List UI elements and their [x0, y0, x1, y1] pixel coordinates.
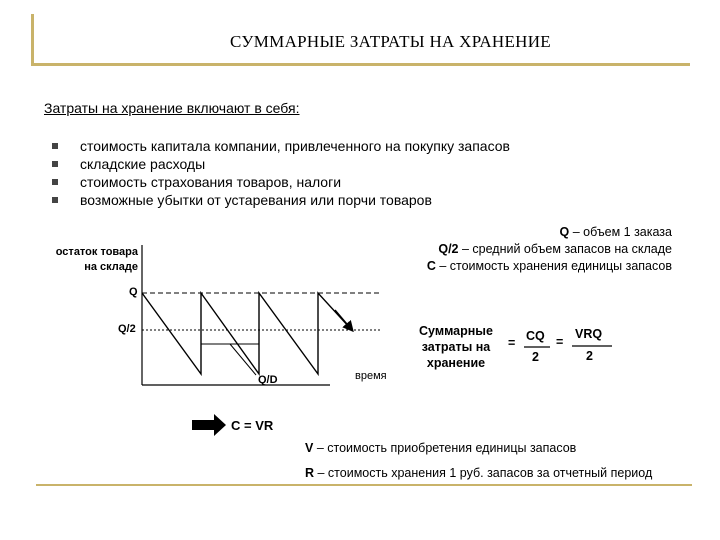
formula-eq-2: = [556, 335, 564, 349]
q-label: Q [129, 286, 138, 298]
formula-eq-1: = [508, 336, 516, 350]
cvr-formula: C = VR [231, 418, 274, 433]
inventory-sawtooth [142, 293, 350, 374]
list-item: стоимость страхования товаров, налоги [52, 174, 510, 192]
definitions [305, 436, 652, 486]
legend-q: Q – объем 1 заказа [559, 225, 672, 239]
legend-c: С – стоимость хранения единицы запасов [426, 259, 672, 273]
list-item: стоимость капитала компании, привлеченного на покупку запасов [52, 138, 510, 156]
qd-pointer [230, 344, 256, 375]
formula-num-2: VRQ [575, 327, 603, 341]
formula-lhs: Суммарные затраты на хранение [419, 324, 493, 370]
list-item: складские расходы [52, 156, 510, 174]
formula-den-2: 2 [586, 349, 593, 363]
def-r: R – стоимость хранения 1 руб. запасов за отчетный период [305, 466, 653, 480]
intro-text: Затраты на хранение включают в себя: [44, 100, 300, 116]
y-axis-label: остаток товара на складе [55, 246, 138, 273]
list-item: возможные убытки от устаревания или порчи товаров [52, 192, 510, 210]
formula-num-1: CQ [526, 329, 545, 343]
formula-den-1: 2 [532, 350, 539, 364]
legend-q2: Q/2 – средний объем запасов на складе [438, 242, 672, 256]
q2-label: Q/2 [118, 323, 136, 335]
qd-label: Q/D [258, 374, 278, 386]
page-title: СУММАРНЫЕ ЗАТРАТЫ НА ХРАНЕНИЕ [230, 32, 551, 51]
arrow-right-icon [192, 414, 226, 436]
def-v: V – стоимость приобретения единицы запасов [305, 441, 577, 455]
time-label: время [355, 370, 387, 382]
